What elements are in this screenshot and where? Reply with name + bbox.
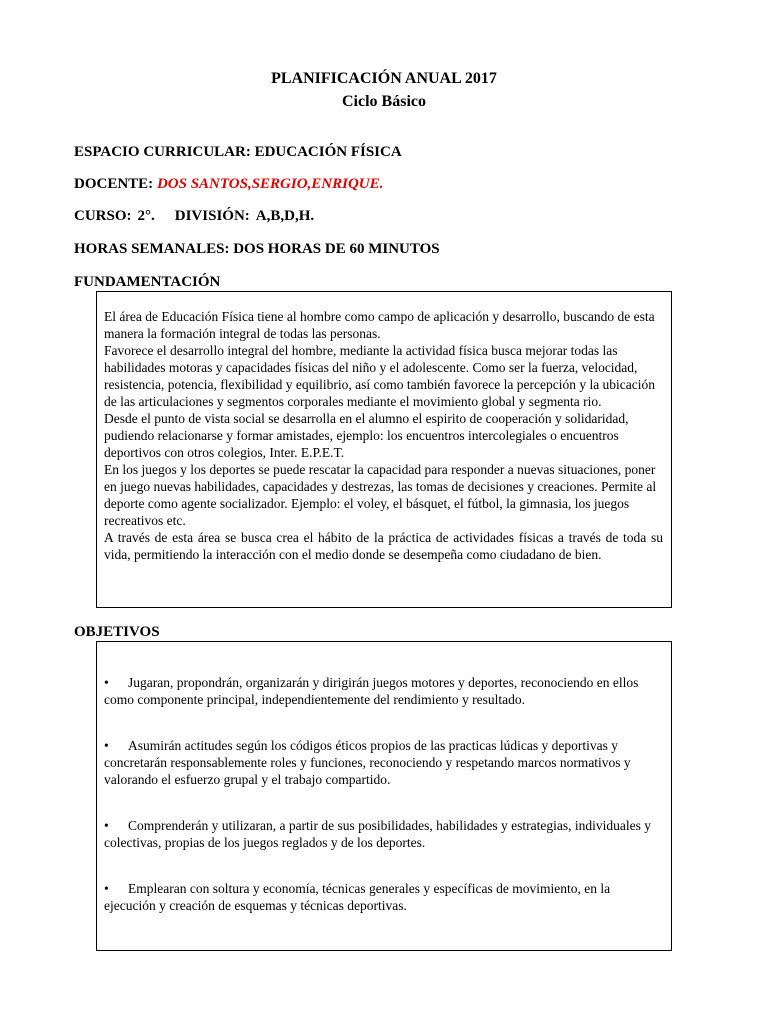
curso-value: 2°. [137, 208, 155, 224]
fundamentacion-paragraph: El área de Educación Física tiene al hombre como campo de aplicación y desarrollo, buscando de esta manera la formación integral de todas las personas. [104, 309, 655, 341]
fundamentacion-paragraph: Desde el punto de vista social se desarrolla en el alumno el espirito de cooperación y solidaridad, pudiendo relacionarse y formar amistades, ejemplo: los encuentros intercolegiales o encuentros deportivos con otros colegios, Inter. E.P.E.T. [104, 411, 629, 460]
division-value: A,B,D,H. [255, 208, 315, 224]
objetivo-text: Comprenderán y utilizaran, a partir de sus posibilidades, habilidades y estrategias, individuales y colectivas, propias de los juegos reglados y de los deportes. [104, 818, 651, 850]
fundamentacion-box [96, 291, 672, 608]
fundamentacion-heading: FUNDAMENTACIÓN [74, 274, 221, 290]
objetivos-box [96, 641, 672, 951]
bullet-icon: • [104, 818, 109, 833]
document-subtitle: Ciclo Básico [342, 93, 426, 110]
objetivo-text: Jugaran, propondrán, organizarán y dirigirán juegos motores y deportes, reconociendo en ellos como componente principal, independientemente del rendimiento y resultado. [104, 675, 639, 707]
curso-field [74, 208, 314, 225]
objetivo-item [104, 674, 665, 708]
docente-field [74, 176, 383, 193]
horas-semanales-field: HORAS SEMANALES: DOS HORAS DE 60 MINUTOS [74, 241, 440, 257]
division-label: DIVISIÓN: [174, 208, 250, 224]
fundamentacion-paragraph: En los juegos y los deportes se puede rescatar la capacidad para responder a nuevas situaciones, poner en juego nuevas habilidades, capacidades y destrezas, las tomas de decisiones y creaciones. Permite al deporte como agente socializador. Ejemplo: el voley, el básquet, el fútbol, la gimnasia, los juegos recreativos etc. [104, 462, 657, 528]
bullet-icon: • [104, 738, 109, 753]
fundamentacion-paragraph: A través de esta área se busca crea el hábito de la práctica de actividades físicas a través de toda su vida, permitiendo la interacción con el medio donde se desempeña como ciudadano de bien. [104, 530, 663, 562]
objetivo-text: Emplearan con soltura y economía, técnicas generales y específicas de movimiento, en la ejecución y creación de esquemas y técnicas deportivas. [104, 881, 611, 913]
docente-value: DOS SANTOS,SERGIO,ENRIQUE. [156, 176, 384, 192]
objetivo-text: Asumirán actitudes según los códigos éticos propios de las practicas lúdicas y deportivas y concretarán responsablemente roles y funciones, reconociendo y respetando marcos normativos y valorando el esfuerzo grupal y el trabajo compartido. [104, 738, 631, 787]
fundamentacion-paragraph: Favorece el desarrollo integral del hombre, mediante la actividad física busca mejorar todas las habilidades motoras y capacidades físicas del niño y el adolescente. Como ser la fuerza, velocidad, resistencia, potencia, flexibilidad y equilibrio, así como también favorece la percepción y la ubicación de las articulaciones y segmentos corporales mediante el movimiento global y segmenta rio. [104, 343, 656, 409]
espacio-curricular-field: ESPACIO CURRICULAR: EDUCACIÓN FÍSICA [74, 144, 402, 160]
objetivo-item [104, 817, 665, 851]
document-title: PLANIFICACIÓN ANUAL 2017 [271, 70, 497, 87]
objetivo-item [104, 737, 665, 788]
bullet-icon: • [104, 675, 109, 690]
objetivos-heading: OBJETIVOS [74, 624, 160, 640]
bullet-icon: • [104, 881, 109, 896]
docente-label: DOCENTE: [74, 176, 154, 192]
curso-label: CURSO: [74, 208, 132, 224]
objetivo-item [104, 880, 665, 914]
